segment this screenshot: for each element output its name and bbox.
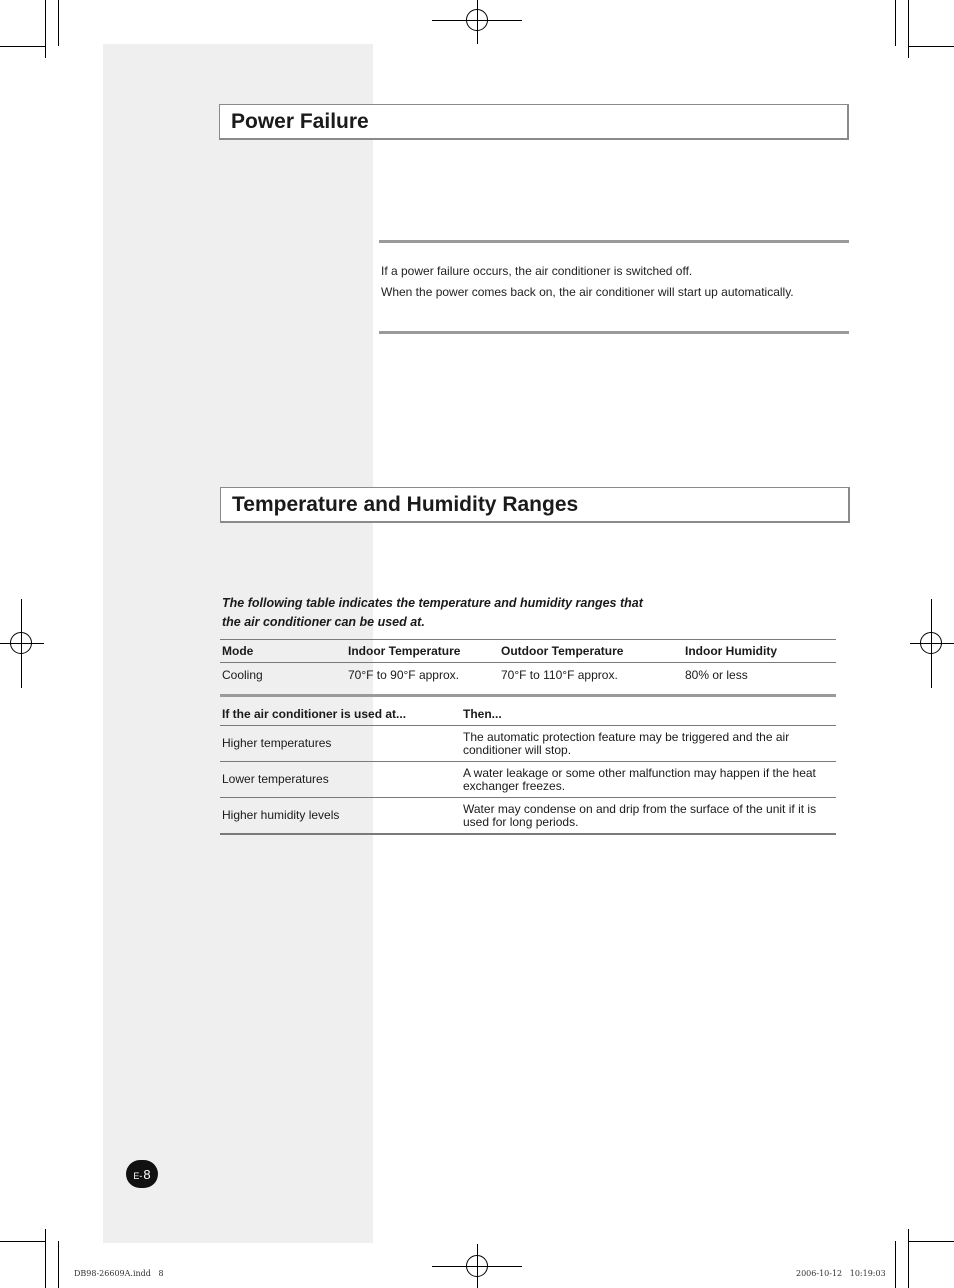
ranges-table (220, 639, 836, 687)
ranges-heading (220, 487, 850, 523)
table-cell: 70°F to 90°F approx. (348, 668, 459, 682)
table-header-row (220, 703, 836, 726)
column-header: Outdoor Temperature (499, 640, 683, 663)
page-prefix: E- (133, 1170, 143, 1181)
footer-file: DB98-26609A.indd 8 (74, 1269, 164, 1278)
column-header: Indoor Temperature (346, 640, 499, 663)
conditions-table (220, 703, 836, 835)
table-cell: Higher temperatures (220, 726, 461, 762)
column-header: Mode (220, 640, 346, 663)
power-failure-line-1: If a power failure occurs, the air conditioner is switched off. (381, 264, 693, 278)
column-header: If the air conditioner is used at... (220, 703, 461, 726)
power-failure-heading (219, 104, 849, 140)
table-row (220, 726, 836, 762)
table-cell: Lower temperatures (220, 762, 461, 798)
table-separator (220, 694, 836, 697)
table-cell: Water may condense on and drip from the surface of the unit if it is used for long periods. (461, 798, 836, 835)
ranges-intro (222, 594, 682, 632)
table-row (220, 762, 836, 798)
power-failure-line-2: When the power comes back on, the air conditioner will start up automatically. (381, 285, 794, 299)
page-number-badge (126, 1160, 158, 1188)
table-row (220, 798, 836, 835)
table-cell: Cooling (222, 668, 263, 682)
table-cell: A water leakage or some other malfunction may happen if the heat exchanger freezes. (461, 762, 836, 798)
column-header: Then... (461, 703, 836, 726)
footer-timestamp: 2006-10-12 10:19:03 (796, 1269, 886, 1278)
intro-line-2: the air conditioner can be used at. (222, 615, 425, 629)
table-row (220, 663, 836, 688)
table-cell: Higher humidity levels (220, 798, 461, 835)
column-header: Indoor Humidity (683, 640, 836, 663)
table-header-row (220, 640, 836, 663)
table-cell: The automatic protection feature may be triggered and the air conditioner will stop. (461, 726, 836, 762)
page-number: 8 (143, 1166, 151, 1182)
ranges-title: Temperature and Humidity Ranges (232, 492, 579, 516)
power-failure-title: Power Failure (231, 109, 369, 133)
table-cell: 70°F to 110°F approx. (501, 668, 618, 682)
intro-line-1: The following table indicates the temperature and humidity ranges that (222, 596, 643, 610)
divider-bottom (379, 331, 849, 334)
divider-top (379, 240, 849, 243)
table-cell: 80% or less (685, 668, 748, 682)
